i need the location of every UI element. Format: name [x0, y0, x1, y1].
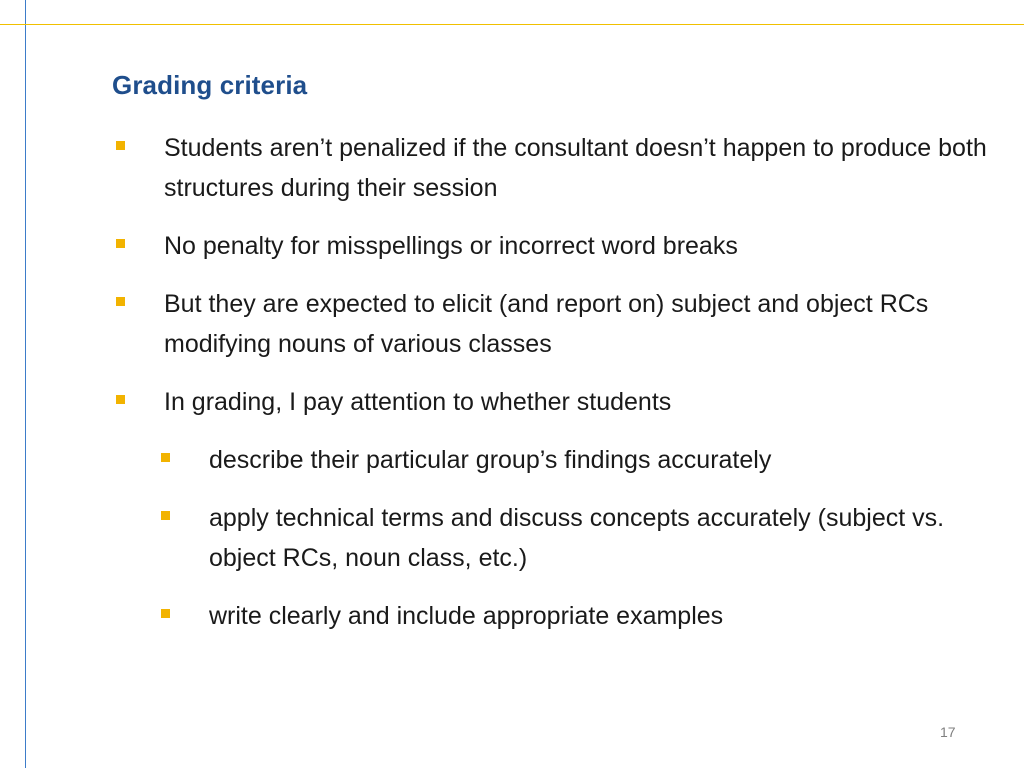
bullet-text: apply technical terms and discuss concepts accurately (subject vs. object RCs, noun class, etc.) [209, 504, 945, 572]
square-bullet-icon [116, 141, 125, 150]
bullet-item [112, 284, 992, 364]
bullet-list [112, 128, 992, 654]
bullet-item [112, 226, 992, 266]
square-bullet-icon [161, 453, 170, 462]
sub-bullet-item [112, 440, 992, 480]
square-bullet-icon [161, 511, 170, 520]
vertical-rule [25, 0, 26, 768]
bullet-text: Students aren’t penalized if the consultant doesn’t happen to produce both structures during their session [164, 134, 987, 202]
bullet-item [112, 382, 992, 422]
page-number: 17 [940, 724, 956, 740]
slide-title: Grading criteria [112, 70, 308, 100]
bullet-text: write clearly and include appropriate examples [209, 602, 724, 630]
square-bullet-icon [116, 395, 125, 404]
horizontal-rule [0, 24, 1024, 25]
square-bullet-icon [116, 297, 125, 306]
bullet-text: describe their particular group’s findings accurately [209, 446, 772, 474]
bullet-text: No penalty for misspellings or incorrect word breaks [164, 232, 738, 260]
bullet-text: But they are expected to elicit (and report on) subject and object RCs modifying nouns of various classes [164, 290, 929, 358]
sub-bullet-item [112, 498, 992, 578]
square-bullet-icon [161, 609, 170, 618]
square-bullet-icon [116, 239, 125, 248]
sub-bullet-item [112, 596, 992, 636]
bullet-text: In grading, I pay attention to whether students [164, 388, 672, 416]
bullet-item [112, 128, 992, 208]
